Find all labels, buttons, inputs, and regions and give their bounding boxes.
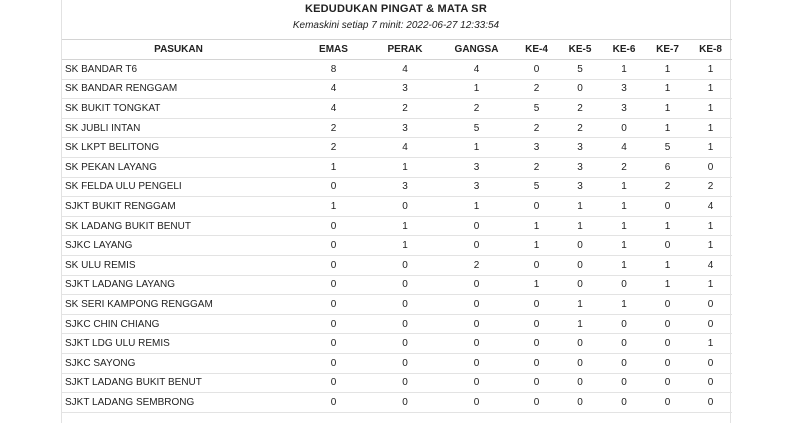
medal-count-cell: 4 bbox=[689, 255, 732, 275]
medal-count-cell: 5 bbox=[515, 177, 558, 197]
table-row bbox=[62, 275, 732, 295]
team-name-cell: SJKC SAYONG bbox=[62, 353, 295, 373]
medal-count-cell: 1 bbox=[646, 99, 689, 119]
medal-count-cell: 0 bbox=[602, 334, 646, 354]
medal-count-cell: 0 bbox=[372, 314, 438, 334]
table-row bbox=[62, 60, 732, 80]
medal-count-cell: 3 bbox=[372, 177, 438, 197]
medal-count-cell: 1 bbox=[602, 295, 646, 315]
medal-count-cell: 0 bbox=[558, 334, 602, 354]
medal-count-cell: 0 bbox=[438, 353, 515, 373]
table-row bbox=[62, 295, 732, 315]
medal-count-cell: 0 bbox=[689, 314, 732, 334]
medal-count-cell: 0 bbox=[515, 373, 558, 393]
column-header: KE-7 bbox=[646, 40, 689, 60]
column-header: KE-4 bbox=[515, 40, 558, 60]
medal-count-cell: 3 bbox=[438, 157, 515, 177]
team-name-cell: SK LADANG BUKIT BENUT bbox=[62, 216, 295, 236]
medal-count-cell: 1 bbox=[689, 236, 732, 256]
medal-standings-panel bbox=[61, 0, 731, 423]
table-row bbox=[62, 138, 732, 158]
table-body bbox=[62, 60, 732, 413]
medal-count-cell: 3 bbox=[558, 177, 602, 197]
medal-count-cell: 0 bbox=[438, 334, 515, 354]
medal-count-cell: 1 bbox=[689, 275, 732, 295]
medal-count-cell: 0 bbox=[602, 353, 646, 373]
team-name-cell: SK SERI KAMPONG RENGGAM bbox=[62, 295, 295, 315]
medal-count-cell: 0 bbox=[372, 275, 438, 295]
table-row bbox=[62, 393, 732, 413]
medal-count-cell: 0 bbox=[515, 60, 558, 80]
table-row bbox=[62, 197, 732, 217]
medal-count-cell: 1 bbox=[558, 314, 602, 334]
medal-count-cell: 0 bbox=[295, 314, 372, 334]
medal-count-cell: 2 bbox=[372, 99, 438, 119]
table-row bbox=[62, 118, 732, 138]
medal-count-cell: 1 bbox=[515, 216, 558, 236]
medal-count-cell: 0 bbox=[646, 236, 689, 256]
medal-count-cell: 1 bbox=[295, 197, 372, 217]
medal-count-cell: 1 bbox=[438, 79, 515, 99]
medal-count-cell: 0 bbox=[558, 255, 602, 275]
medal-count-cell: 0 bbox=[295, 255, 372, 275]
medal-count-cell: 3 bbox=[438, 177, 515, 197]
medal-count-cell: 0 bbox=[689, 157, 732, 177]
team-name-cell: SK BANDAR T6 bbox=[62, 60, 295, 80]
table-row bbox=[62, 334, 732, 354]
medal-count-cell: 2 bbox=[558, 99, 602, 119]
medal-count-cell: 0 bbox=[295, 353, 372, 373]
medal-count-cell: 0 bbox=[646, 353, 689, 373]
medal-count-cell: 1 bbox=[689, 334, 732, 354]
medal-count-cell: 0 bbox=[558, 236, 602, 256]
medal-count-cell: 1 bbox=[646, 216, 689, 236]
medal-count-cell: 1 bbox=[558, 216, 602, 236]
medal-count-cell: 1 bbox=[295, 157, 372, 177]
medal-count-cell: 3 bbox=[558, 157, 602, 177]
medal-count-cell: 3 bbox=[602, 79, 646, 99]
medal-count-cell: 1 bbox=[646, 275, 689, 295]
team-name-cell: SJKT LDG ULU REMIS bbox=[62, 334, 295, 354]
medal-count-cell: 0 bbox=[372, 373, 438, 393]
medal-count-cell: 4 bbox=[438, 60, 515, 80]
medal-count-cell: 0 bbox=[372, 353, 438, 373]
team-name-cell: SJKT LADANG BUKIT BENUT bbox=[62, 373, 295, 393]
medal-count-cell: 5 bbox=[558, 60, 602, 80]
medal-count-cell: 0 bbox=[689, 373, 732, 393]
medal-count-cell: 4 bbox=[295, 99, 372, 119]
team-name-cell: SJKT BUKIT RENGGAM bbox=[62, 197, 295, 217]
medal-count-cell: 0 bbox=[646, 393, 689, 413]
medal-count-cell: 1 bbox=[602, 236, 646, 256]
team-name-cell: SJKT LADANG LAYANG bbox=[62, 275, 295, 295]
table-row bbox=[62, 236, 732, 256]
medal-count-cell: 1 bbox=[646, 60, 689, 80]
medal-count-cell: 0 bbox=[558, 353, 602, 373]
medal-count-cell: 3 bbox=[515, 138, 558, 158]
medal-count-cell: 1 bbox=[372, 157, 438, 177]
table-row bbox=[62, 157, 732, 177]
medal-count-cell: 0 bbox=[515, 393, 558, 413]
medal-count-cell: 0 bbox=[438, 216, 515, 236]
medal-count-cell: 4 bbox=[372, 60, 438, 80]
table-row bbox=[62, 216, 732, 236]
team-name-cell: SK PEKAN LAYANG bbox=[62, 157, 295, 177]
medal-count-cell: 1 bbox=[602, 255, 646, 275]
medal-count-cell: 2 bbox=[515, 157, 558, 177]
medal-count-cell: 0 bbox=[295, 393, 372, 413]
medal-count-cell: 0 bbox=[602, 314, 646, 334]
medal-count-cell: 0 bbox=[438, 275, 515, 295]
medal-count-cell: 0 bbox=[602, 118, 646, 138]
medal-count-cell: 0 bbox=[295, 373, 372, 393]
medal-count-cell: 3 bbox=[602, 99, 646, 119]
medal-count-cell: 2 bbox=[295, 118, 372, 138]
team-name-cell: SJKT LADANG SEMBRONG bbox=[62, 393, 295, 413]
medal-count-cell: 1 bbox=[602, 216, 646, 236]
medal-count-cell: 1 bbox=[689, 118, 732, 138]
medal-count-cell: 1 bbox=[602, 177, 646, 197]
column-header: KE-6 bbox=[602, 40, 646, 60]
medal-count-cell: 0 bbox=[602, 275, 646, 295]
medal-count-cell: 2 bbox=[689, 177, 732, 197]
medal-count-cell: 0 bbox=[646, 295, 689, 315]
medal-count-cell: 0 bbox=[515, 353, 558, 373]
medal-count-cell: 2 bbox=[438, 255, 515, 275]
medal-table bbox=[62, 39, 732, 413]
medal-count-cell: 0 bbox=[602, 373, 646, 393]
medal-count-cell: 1 bbox=[602, 60, 646, 80]
page-title: KEDUDUKAN PINGAT & MATA SR bbox=[304, 3, 487, 15]
last-updated-text: Kemaskini setiap 7 minit: 2022-06-27 12:33:54 bbox=[292, 20, 500, 31]
medal-count-cell: 6 bbox=[646, 157, 689, 177]
medal-count-cell: 4 bbox=[372, 138, 438, 158]
medal-count-cell: 1 bbox=[689, 60, 732, 80]
medal-count-cell: 5 bbox=[515, 99, 558, 119]
medal-count-cell: 0 bbox=[438, 295, 515, 315]
table-header-row bbox=[62, 40, 732, 60]
medal-count-cell: 0 bbox=[295, 295, 372, 315]
medal-count-cell: 2 bbox=[646, 177, 689, 197]
medal-count-cell: 1 bbox=[602, 197, 646, 217]
table-row bbox=[62, 314, 732, 334]
medal-count-cell: 5 bbox=[646, 138, 689, 158]
medal-count-cell: 0 bbox=[372, 295, 438, 315]
medal-count-cell: 0 bbox=[689, 393, 732, 413]
medal-count-cell: 2 bbox=[438, 99, 515, 119]
medal-count-cell: 0 bbox=[295, 236, 372, 256]
medal-count-cell: 4 bbox=[295, 79, 372, 99]
medal-count-cell: 0 bbox=[515, 314, 558, 334]
team-name-cell: SK JUBLI INTAN bbox=[62, 118, 295, 138]
medal-count-cell: 0 bbox=[438, 314, 515, 334]
table-row bbox=[62, 353, 732, 373]
medal-count-cell: 0 bbox=[646, 373, 689, 393]
team-name-cell: SK LKPT BELITONG bbox=[62, 138, 295, 158]
medal-count-cell: 0 bbox=[515, 255, 558, 275]
medal-count-cell: 1 bbox=[558, 197, 602, 217]
team-name-cell: SK FELDA ULU PENGELI bbox=[62, 177, 295, 197]
column-header: GANGSA bbox=[438, 40, 515, 60]
medal-count-cell: 0 bbox=[515, 334, 558, 354]
medal-count-cell: 0 bbox=[295, 177, 372, 197]
medal-count-cell: 1 bbox=[515, 236, 558, 256]
table-row bbox=[62, 177, 732, 197]
table-row bbox=[62, 255, 732, 275]
medal-count-cell: 1 bbox=[689, 79, 732, 99]
medal-count-cell: 2 bbox=[515, 79, 558, 99]
medal-count-cell: 0 bbox=[558, 79, 602, 99]
medal-count-cell: 1 bbox=[438, 197, 515, 217]
medal-count-cell: 1 bbox=[372, 216, 438, 236]
medal-count-cell: 0 bbox=[515, 197, 558, 217]
medal-count-cell: 0 bbox=[372, 393, 438, 413]
table-row bbox=[62, 79, 732, 99]
medal-count-cell: 0 bbox=[646, 334, 689, 354]
medal-count-cell: 1 bbox=[372, 236, 438, 256]
medal-count-cell: 4 bbox=[689, 197, 732, 217]
medal-count-cell: 0 bbox=[689, 353, 732, 373]
medal-count-cell: 0 bbox=[438, 393, 515, 413]
medal-count-cell: 3 bbox=[372, 79, 438, 99]
medal-count-cell: 0 bbox=[438, 236, 515, 256]
medal-count-cell: 1 bbox=[646, 255, 689, 275]
medal-count-cell: 0 bbox=[558, 275, 602, 295]
column-header: PERAK bbox=[372, 40, 438, 60]
medal-count-cell: 8 bbox=[295, 60, 372, 80]
medal-count-cell: 0 bbox=[646, 197, 689, 217]
team-name-cell: SK BUKIT TONGKAT bbox=[62, 99, 295, 119]
medal-count-cell: 0 bbox=[295, 216, 372, 236]
medal-count-cell: 0 bbox=[689, 295, 732, 315]
medal-count-cell: 0 bbox=[295, 334, 372, 354]
medal-count-cell: 0 bbox=[438, 373, 515, 393]
medal-count-cell: 1 bbox=[689, 99, 732, 119]
medal-count-cell: 0 bbox=[372, 197, 438, 217]
medal-count-cell: 0 bbox=[558, 393, 602, 413]
medal-count-cell: 1 bbox=[646, 118, 689, 138]
medal-count-cell: 5 bbox=[438, 118, 515, 138]
column-header: PASUKAN bbox=[62, 40, 295, 60]
medal-count-cell: 0 bbox=[372, 255, 438, 275]
team-name-cell: SJKC LAYANG bbox=[62, 236, 295, 256]
medal-count-cell: 1 bbox=[689, 138, 732, 158]
medal-count-cell: 0 bbox=[372, 334, 438, 354]
medal-count-cell: 3 bbox=[372, 118, 438, 138]
medal-count-cell: 0 bbox=[602, 393, 646, 413]
medal-count-cell: 0 bbox=[515, 295, 558, 315]
medal-count-cell: 2 bbox=[558, 118, 602, 138]
medal-count-cell: 4 bbox=[602, 138, 646, 158]
medal-count-cell: 1 bbox=[438, 138, 515, 158]
team-name-cell: SK BANDAR RENGGAM bbox=[62, 79, 295, 99]
medal-count-cell: 2 bbox=[602, 157, 646, 177]
medal-count-cell: 0 bbox=[646, 314, 689, 334]
medal-count-cell: 1 bbox=[646, 79, 689, 99]
medal-count-cell: 1 bbox=[558, 295, 602, 315]
team-name-cell: SK ULU REMIS bbox=[62, 255, 295, 275]
medal-count-cell: 0 bbox=[558, 373, 602, 393]
column-header: KE-5 bbox=[558, 40, 602, 60]
table-row bbox=[62, 99, 732, 119]
column-header: EMAS bbox=[295, 40, 372, 60]
medal-count-cell: 2 bbox=[295, 138, 372, 158]
medal-count-cell: 3 bbox=[558, 138, 602, 158]
table-row bbox=[62, 373, 732, 393]
column-header: KE-8 bbox=[689, 40, 732, 60]
medal-count-cell: 0 bbox=[295, 275, 372, 295]
medal-count-cell: 2 bbox=[515, 118, 558, 138]
medal-count-cell: 1 bbox=[515, 275, 558, 295]
medal-count-cell: 1 bbox=[689, 216, 732, 236]
team-name-cell: SJKC CHIN CHIANG bbox=[62, 314, 295, 334]
